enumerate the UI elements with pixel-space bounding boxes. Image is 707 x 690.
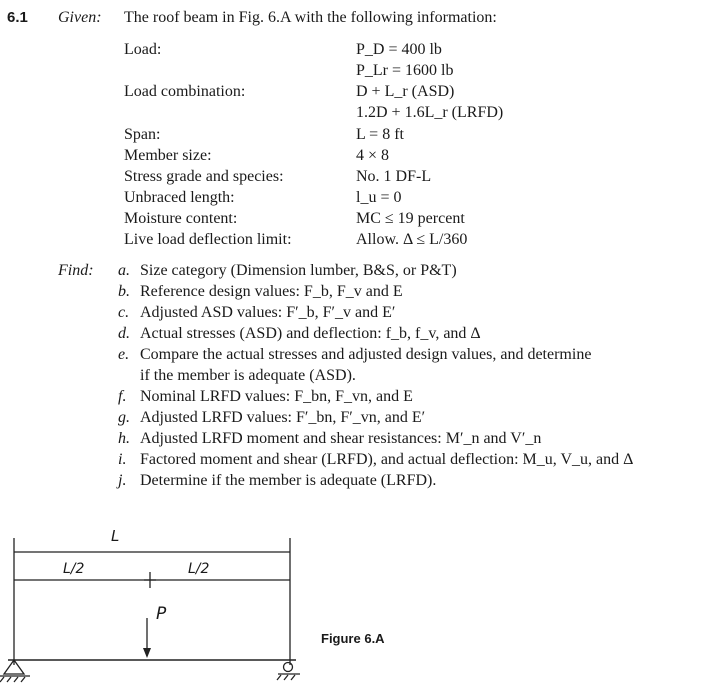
find-item-a: Size category (Dimension lumber, B&S, or P&T) [140,262,457,279]
half-span-label-left: L/2 [63,561,85,577]
given-label-unbraced-length: Unbraced length: [124,189,235,206]
given-label-span: Span: [124,126,161,143]
find-item-h: Adjusted LRFD moment and shear resistances: M′_n and V′_n [140,430,542,447]
find-letter-h: h. [118,430,130,447]
half-span-label-right: L/2 [188,561,210,577]
figure-caption: Figure 6.A [321,631,385,646]
find-letter-c: c. [118,304,130,321]
given-value-lrfd-combination: 1.2D + 1.6L_r (LRFD) [356,104,504,121]
given-value-span: L = 8 ft [356,126,404,143]
find-item-i: Factored moment and shear (LRFD), and actual deflection: M_u, V_u, and Δ [140,451,634,468]
given-value-asd-combination: D + L_r (ASD) [356,83,455,100]
load-label: P [156,604,167,624]
find-label: Find: [58,262,94,279]
find-item-e-continued: if the member is adequate (ASD). [140,367,356,384]
given-value-dead-load: P_D = 400 lb [356,41,442,58]
find-letter-f: f. [118,388,127,405]
find-item-g: Adjusted LRFD values: F′_bn, F′_vn, and E′ [140,409,426,426]
find-letter-b: b. [118,283,130,300]
given-label-member-size: Member size: [124,147,212,164]
find-item-d: Actual stresses (ASD) and deflection: f_b, f_v, and Δ [140,325,481,342]
given-text: The roof beam in Fig. 6.A with the following information: [124,9,497,26]
find-item-c: Adjusted ASD values: F′_b, F′_v and E′ [140,304,396,321]
roller-support-right [284,663,293,672]
given-label-load: Load: [124,41,162,58]
find-item-b: Reference design values: F_b, F_v and E [140,283,403,300]
find-letter-e: e. [118,346,130,363]
given-value-live-load: P_Lr = 1600 lb [356,62,454,79]
given-label-stress-grade: Stress grade and species: [124,168,284,185]
span-label: L [111,527,120,545]
given-value-unbraced-length: l_u = 0 [356,189,402,206]
problem-number: 6.1 [7,9,28,26]
find-letter-j: j. [118,472,127,489]
given-label-deflection-limit: Live load deflection limit: [124,231,292,248]
find-item-e: Compare the actual stresses and adjusted design values, and determine [140,346,592,363]
given-label-moisture: Moisture content: [124,210,238,227]
given-label-load-combination: Load combination: [124,83,246,100]
find-letter-g: g. [118,409,130,426]
given-value-moisture: MC ≤ 19 percent [356,210,465,227]
given-value-stress-grade: No. 1 DF-L [356,168,432,185]
given-value-deflection-limit: Allow. Δ ≤ L/360 [356,231,468,248]
load-arrow-head [143,648,151,658]
find-item-j: Determine if the member is adequate (LRFD). [140,472,437,489]
beam-figure [0,520,420,690]
find-letter-a: a. [118,262,130,279]
given-value-member-size: 4 × 8 [356,147,390,164]
find-item-f: Nominal LRFD values: F_bn, F_vn, and E [140,388,413,405]
given-label: Given: [58,9,102,26]
find-letter-i: i. [118,451,127,468]
find-letter-d: d. [118,325,130,342]
